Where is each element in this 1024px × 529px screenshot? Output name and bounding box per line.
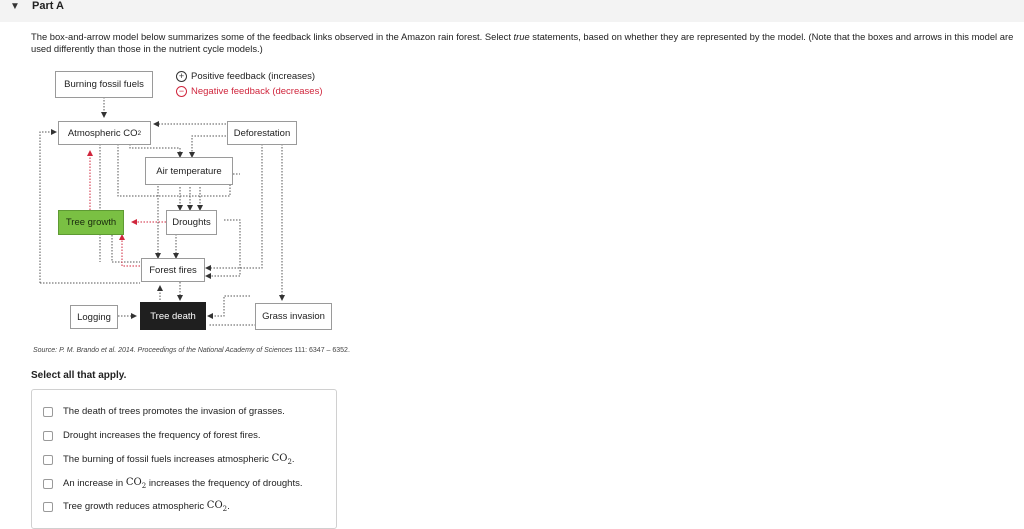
box-burning-fossil-fuels: Burning fossil fuels xyxy=(55,71,153,98)
box-forest-fires: Forest fires xyxy=(141,258,205,282)
legend-negative xyxy=(176,86,323,97)
checkbox[interactable] xyxy=(43,479,53,489)
select-all-instruction: Select all that apply. xyxy=(31,370,127,381)
option-4-math-sub: 2 xyxy=(141,482,147,490)
box-air-temperature: Air temperature xyxy=(145,157,233,185)
option-2[interactable] xyxy=(43,430,261,441)
negative-arrow-fires-to-treegrowth xyxy=(122,235,140,266)
source-suffix: 111: 6347 – 6352. xyxy=(292,347,350,354)
option-4-math-base: CO xyxy=(125,477,142,488)
collapse-caret-icon[interactable]: ▼ xyxy=(10,1,20,12)
arrow-loop-to-co2 xyxy=(40,132,56,283)
option-5-math xyxy=(207,500,227,513)
option-4[interactable] xyxy=(43,477,303,490)
option-1[interactable] xyxy=(43,406,285,417)
source-citation xyxy=(33,347,350,354)
option-5-math-sub: 2 xyxy=(222,505,228,513)
option-3-math-sub: 2 xyxy=(287,458,292,466)
option-4-text: An increase in xyxy=(63,478,124,489)
option-2-text: Drought increases the frequency of forest fires. xyxy=(63,430,261,441)
option-5-math-base: CO xyxy=(206,500,223,511)
option-5[interactable] xyxy=(43,500,230,513)
box-grass-invasion: Grass invasion xyxy=(255,303,332,330)
question-text-after: statements, based on whether they are represented by the model. (Note that the boxes and arrows in this model are used differently than those in the nutrient cycle models.) xyxy=(31,31,1014,54)
checkbox[interactable] xyxy=(43,431,53,441)
option-5-text: Tree growth reduces atmospheric xyxy=(63,501,205,512)
checkbox[interactable] xyxy=(43,502,53,512)
arrow-treegrowth-to-fires xyxy=(112,235,140,262)
legend-negative-label: Negative feedback (decreases) xyxy=(191,86,323,97)
checkbox[interactable] xyxy=(43,455,53,465)
option-3-math xyxy=(272,453,292,466)
box-deforestation: Deforestation xyxy=(227,121,297,145)
box-atmospheric-co2-sub: 2 xyxy=(137,129,142,137)
option-3-post: . xyxy=(291,454,295,465)
legend-positive-label: Positive feedback (increases) xyxy=(191,71,316,82)
option-4-post: increases the frequency of droughts. xyxy=(148,478,303,489)
question-text-emphasis: true xyxy=(513,31,530,42)
option-3-math-base: CO xyxy=(271,453,288,464)
box-atmospheric-co2 xyxy=(58,121,151,145)
answer-options-panel xyxy=(31,389,337,529)
box-logging: Logging xyxy=(70,305,118,329)
question-text-before: The box-and-arrow model below summarizes some of the feedback links observed in the Amazon rain forest. Select xyxy=(31,31,514,42)
option-4-math xyxy=(126,477,146,490)
option-3[interactable] xyxy=(43,453,295,466)
legend-positive xyxy=(176,71,315,82)
box-tree-death: Tree death xyxy=(140,302,206,330)
minus-circle-icon: − xyxy=(176,86,187,97)
option-5-post: . xyxy=(227,501,230,512)
checkbox[interactable] xyxy=(43,407,53,417)
plus-circle-icon: + xyxy=(176,71,187,82)
option-1-text: The death of trees promotes the invasion of grasses. xyxy=(63,406,285,417)
option-3-text: The burning of fossil fuels increases atmospheric xyxy=(63,454,269,465)
arrow-deforestation-to-airtemp xyxy=(192,136,226,157)
box-tree-growth: Tree growth xyxy=(58,210,124,235)
box-droughts: Droughts xyxy=(166,210,217,235)
box-atmospheric-co2-label: Atmospheric CO xyxy=(67,127,138,139)
arrow-to-treedeath-right xyxy=(208,296,250,316)
source-journal: Proceedings of the National Academy of Sciences xyxy=(137,347,293,354)
source-prefix: Source: P. M. Brando et al. 2014. xyxy=(33,347,138,354)
part-title: Part A xyxy=(32,0,64,12)
